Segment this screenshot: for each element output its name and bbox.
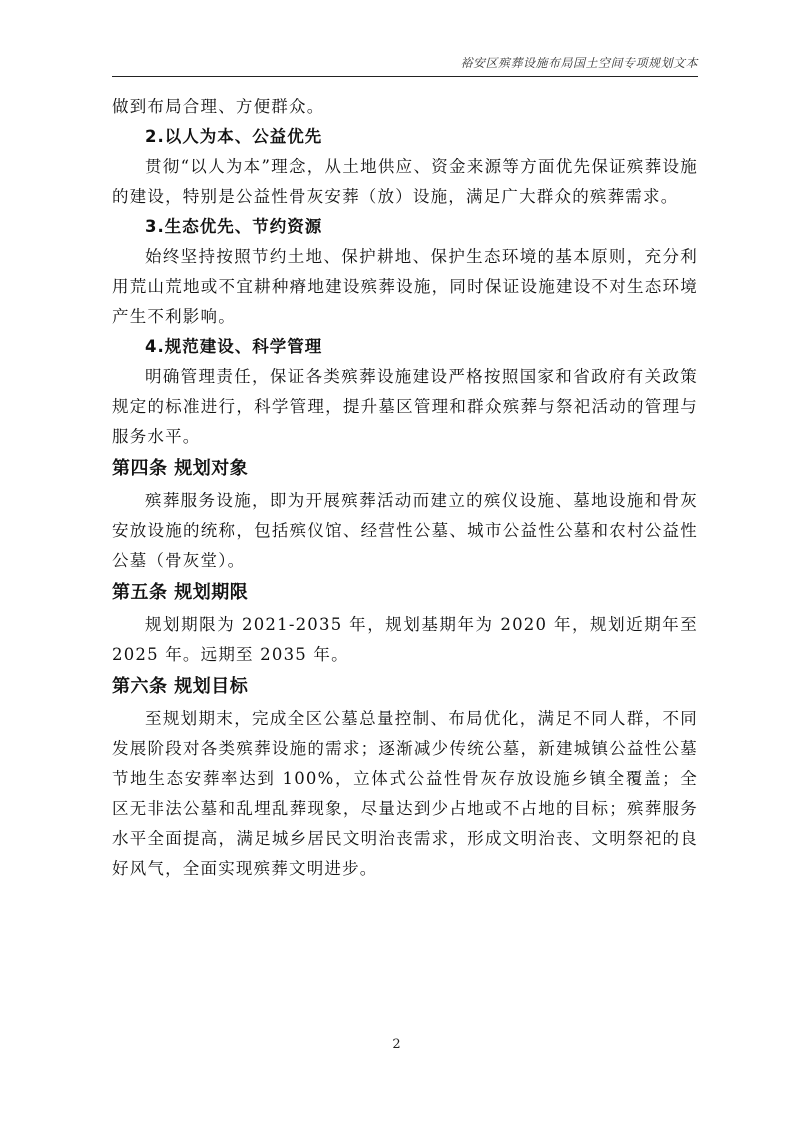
principle-heading-2: 2.以人为本、公益优先 <box>145 127 323 146</box>
header-title: 裕安区殡葬设施布局国土空间专项规划文本 <box>460 56 698 70</box>
article-5-paragraph: 规划期限为 2021-2035 年，规划基期年为 2020 年，规划近期年至 2025 年。远期至 2035 年。 <box>112 615 698 664</box>
article-6-paragraph: 至规划期末，完成全区公墓总量控制、布局优化，满足不同人群，不同发展阶段对各类殡葬设施的需求；逐渐减少传统公墓，新建城镇公益性公墓节地生态安葬率达到 100%，立体式公益性骨灰存放设施乡镇全覆盖；全区无非法公墓和乱埋乱葬现象，尽量达到少占地或不占地的目标；殡葬服务水平全面提高，满足城乡居民文明治丧需求，形成文明治丧、文明祭祀的良好风气，全面实现殡葬文明进步。 <box>112 709 698 878</box>
article-6-heading: 第六条 规划目标 <box>112 676 249 697</box>
page-header <box>112 50 698 77</box>
principle-paragraph-4: 明确管理责任，保证各类殡葬设施建设严格按照国家和省政府有关政策规定的标准进行，科学管理，提升墓区管理和群众殡葬与祭祀活动的管理与服务水平。 <box>112 367 698 446</box>
article-4-paragraph: 殡葬服务设施，即为开展殡葬活动而建立的殡仪设施、墓地设施和骨灰安放设施的统称，包括殡仪馆、经营性公墓、城市公益性公墓和农村公益性公墓（骨灰堂）。 <box>112 491 698 570</box>
document-body <box>112 92 698 884</box>
principle-paragraph-3: 始终坚持按照节约土地、保护耕地、保护生态环境的基本原则，充分利用荒山荒地或不宜耕种瘠地建设殡葬设施，同时保证设施建设不对生态环境产生不利影响。 <box>112 247 698 326</box>
article-5-heading: 第五条 规划期限 <box>112 582 249 603</box>
principle-heading-4: 4.规范建设、科学管理 <box>145 337 323 356</box>
article-4-heading: 第四条 规划对象 <box>112 458 249 479</box>
paragraph-continuation: 做到布局合理、方便群众。 <box>112 97 325 116</box>
page-number: 2 <box>392 1037 401 1052</box>
principle-heading-3: 3.生态优先、节约资源 <box>145 217 323 236</box>
principle-paragraph-2: 贯彻“以人为本”理念，从土地供应、资金来源等方面优先保证殡葬设施的建设，特别是公益性骨灰安葬（放）设施，满足广大群众的殡葬需求。 <box>112 157 698 206</box>
